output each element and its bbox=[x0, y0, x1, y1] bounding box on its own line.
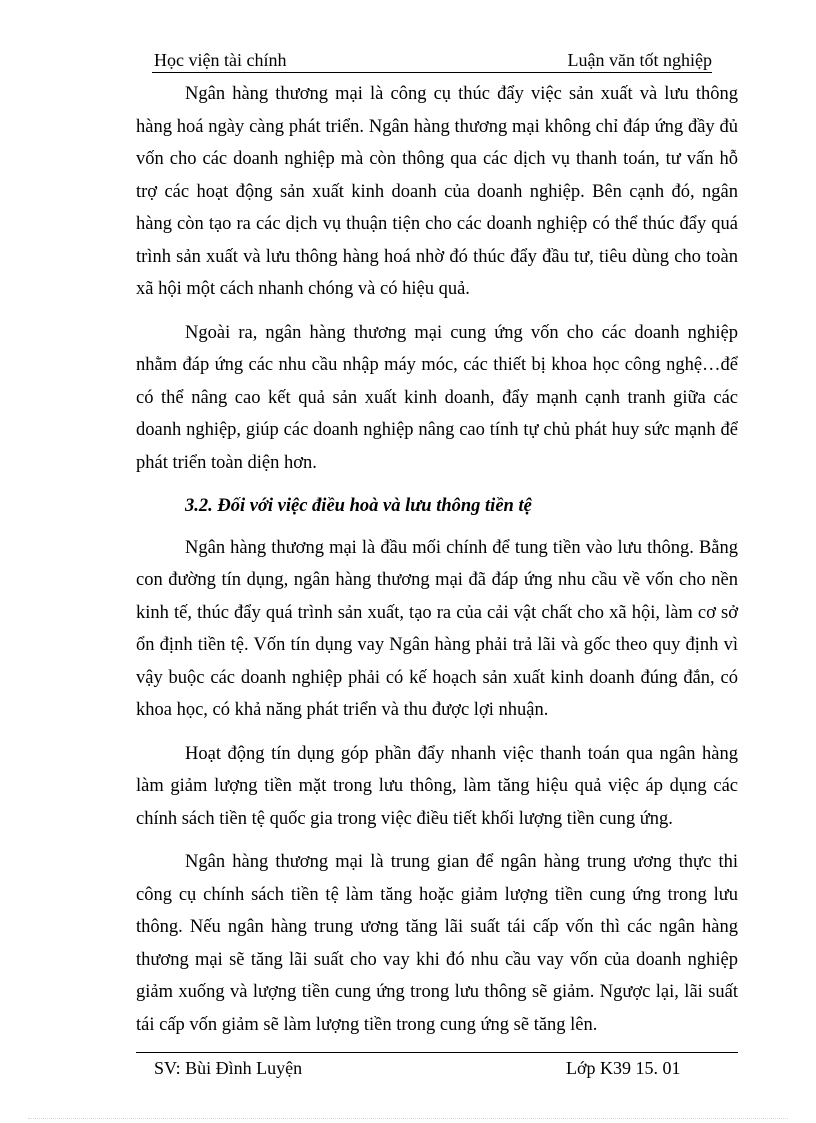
page-body bbox=[136, 78, 738, 1052]
page-header bbox=[152, 48, 712, 73]
page-bottom-divider bbox=[28, 1118, 788, 1119]
footer-class: Lớp K39 15. 01 bbox=[566, 1058, 681, 1078]
header-document-type: Luận văn tốt nghiệp bbox=[567, 50, 712, 70]
paragraph-1: Ngân hàng thương mại là công cụ thúc đẩy việc sản xuất và lưu thông hàng hoá ngày càng phát triển. Ngân hàng thương mại không chỉ đáp ứng đầy đủ vốn cho các doanh nghiệp mà còn thông qua các dịch vụ thanh toán, tư vấn hỗ trợ các hoạt động sản xuất kinh doanh của doanh nghiệp. Bên cạnh đó, ngân hàng còn tạo ra các dịch vụ thuận tiện cho các doanh nghiệp có thể thúc đẩy quá trình sản xuất và lưu thông hàng hoá nhờ đó thúc đẩy đầu tư, tiêu dùng cho toàn xã hội một cách nhanh chóng và có hiệu quả. bbox=[136, 84, 738, 299]
page-footer bbox=[136, 1052, 738, 1079]
paragraph-3: Ngân hàng thương mại là đầu mối chính để tung tiền vào lưu thông. Bằng con đường tín dụng, ngân hàng thương mại đã đáp ứng nhu cầu về vốn cho nền kinh tế, thúc đẩy quá trình sản xuất, tạo ra của cải vật chất cho xã hội, làm cơ sở ổn định tiền tệ. Vốn tín dụng vay Ngân hàng phải trả lãi và gốc theo quy định vì vậy buộc các doanh nghiệp phải có kế hoạch sản xuất kinh doanh đúng đắn, có khoa học, có khả năng phát triển và thu được lợi nhuận. bbox=[136, 537, 738, 720]
footer-student: SV: Bùi Đình Luyện bbox=[154, 1058, 303, 1078]
header-institution: Học viện tài chính bbox=[154, 50, 287, 70]
paragraph-4: Hoạt động tín dụng góp phần đẩy nhanh việc thanh toán qua ngân hàng làm giảm lượng tiền mặt trong lưu thông, làm tăng hiệu quả việc áp dụng các chính sách tiền tệ quốc gia trong việc điều tiết khối lượng tiền cung ứng. bbox=[136, 743, 738, 829]
section-heading: 3.2. Đối với việc điều hoà và lưu thông tiền tệ bbox=[185, 496, 532, 516]
paragraph-5: Ngân hàng thương mại là trung gian để ngân hàng trung ương thực thi công cụ chính sách tiền tệ làm tăng hoặc giảm lượng tiền cung ứng trong lưu thông. Nếu ngân hàng trung ương tăng lãi suất tái cấp vốn thì các ngân hàng thương mại sẽ tăng lãi suất cho vay khi đó nhu cầu vay vốn của doanh nghiệp giảm xuống và lượng tiền cung ứng trong lưu thông sẽ giảm. Ngược lại, lãi suất tái cấp vốn giảm sẽ làm lượng tiền trong cung ứng sẽ tăng lên. bbox=[136, 852, 738, 1035]
paragraph-2: Ngoài ra, ngân hàng thương mại cung ứng vốn cho các doanh nghiệp nhằm đáp ứng các nhu cầu nhập máy móc, các thiết bị khoa học công nghệ…để có thể nâng cao kết quả sản xuất kinh doanh, đẩy mạnh cạnh tranh giữa các doanh nghiệp, giúp các doanh nghiệp nâng cao tính tự chủ phát huy sức mạnh để phát triển toàn diện hơn. bbox=[136, 322, 738, 473]
